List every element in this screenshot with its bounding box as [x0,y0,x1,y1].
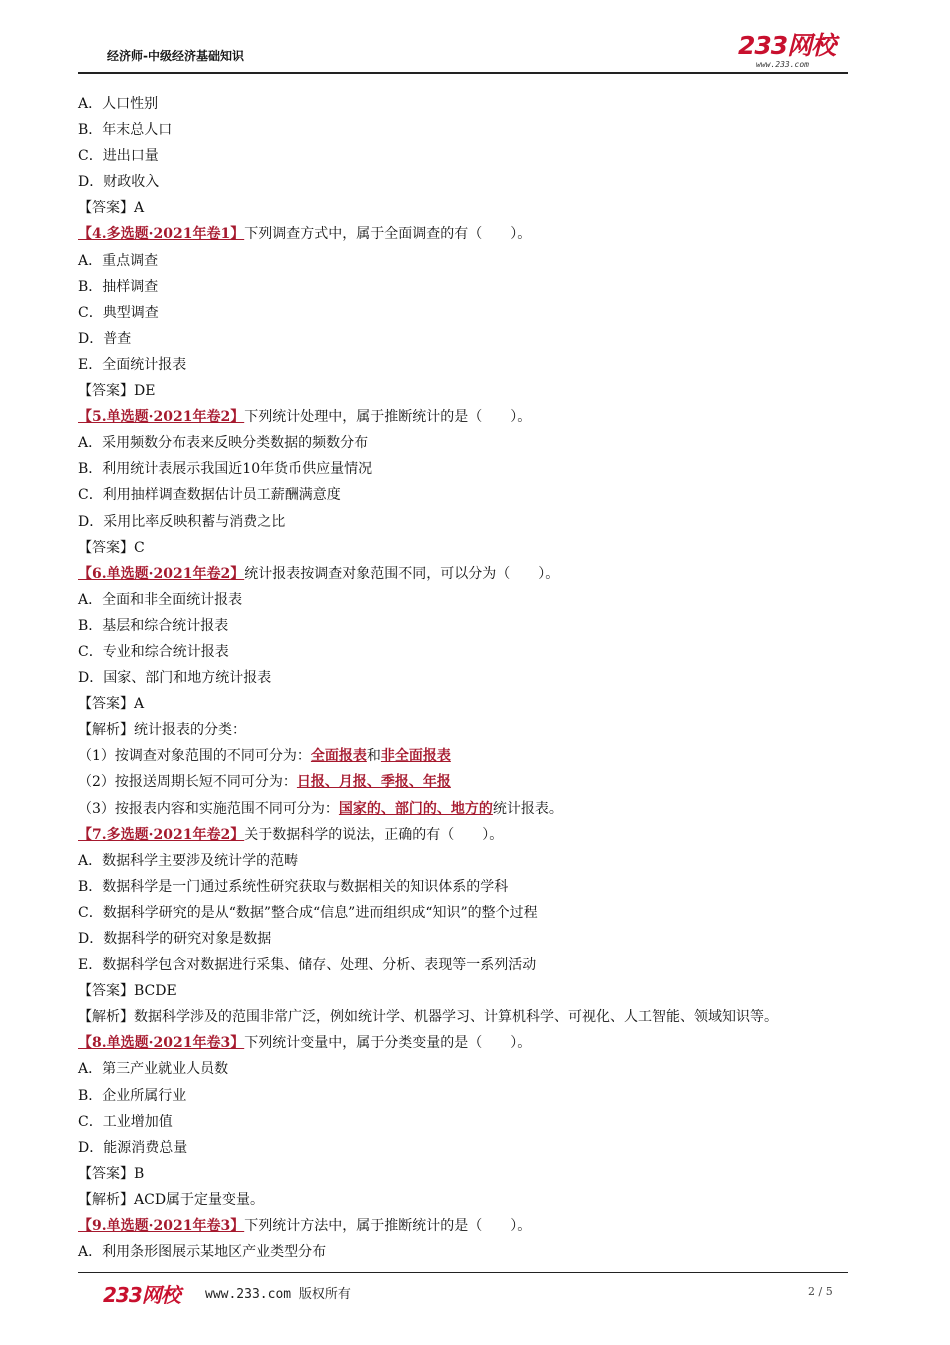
line-text: 下列调查方式中，属于全面调查的有（ ）。 [244,226,532,243]
text-line [78,221,868,247]
text-line [78,561,868,587]
line-text: B．数据科学是一门通过系统性研究获取与数据相关的知识体系的学科 [78,878,509,895]
line-text: 统计报表按调查对象范围不同，可以分为（ ）。 [244,565,560,582]
text-line [78,404,868,430]
question-label: 【9.单选题·2021年卷3】 [78,1218,245,1235]
text-line [78,874,868,900]
document-body [78,91,868,1265]
line-text: A．采用频数分布表来反映分类数据的频数分布 [78,435,369,452]
question-label: 【6.单选题·2021年卷2】 [78,565,245,582]
text-line [78,482,868,508]
text-line [78,587,868,613]
text-line [78,1109,868,1135]
line-text: 【解析】统计报表的分类： [78,722,246,739]
text-line [78,769,868,795]
document-title: 经济师-中级经济基础知识 [107,49,244,63]
line-text: D．采用比率反映积蓄与消费之比 [78,513,286,530]
line-text: 【答案】C [78,539,145,556]
line-text: C．进出口量 [78,148,159,165]
text-line [78,91,868,117]
line-text: 【答案】A [78,200,145,217]
line-text: A．人口性别 [78,96,159,112]
highlight-text: 全面报表 [310,748,367,765]
page-number: 2 / 5 [808,1285,833,1298]
text-line [78,1239,868,1265]
line-text: D．数据科学的研究对象是数据 [78,931,272,947]
line-text: A．全面和非全面统计报表 [78,591,243,608]
line-text: （2）按报送周期长短不同可分为： [78,774,297,791]
line-text: C．典型调查 [78,304,159,321]
logo-url: www.233.com [756,60,809,69]
text-line [78,195,868,221]
line-text: B．企业所属行业 [78,1087,187,1104]
question-label: 【8.单选题·2021年卷3】 [78,1035,245,1052]
text-line [78,613,868,639]
line-text: 【答案】A [78,696,145,713]
line-text: B．基层和综合统计报表 [78,617,229,634]
question-label: 【7.多选题·2021年卷2】 [78,826,245,843]
text-line [78,1213,868,1239]
line-text: （3）按报表内容和实施范围不同可分为： [78,800,339,817]
line-text: A．数据科学主要涉及统计学的范畴 [78,852,299,869]
text-line [78,326,868,352]
line-text: A．利用条形图展示某地区产业类型分布 [78,1244,327,1261]
line-text: 下列统计方法中，属于推断统计的是（ ）。 [244,1218,532,1235]
line-text: A．第三产业就业人员数 [78,1061,229,1078]
text-line [78,639,868,665]
line-text: B．年末总人口 [78,122,173,139]
header-divider [78,72,848,74]
text-line [78,717,868,743]
line-text: 和 [366,748,381,765]
text-line [78,848,868,874]
text-line [78,248,868,274]
text-line [78,796,868,822]
line-text: D．普查 [78,330,132,347]
text-line [78,352,868,378]
text-line [78,743,868,769]
highlight-text: 日报、月报、季报、年报 [296,774,451,791]
line-text: 【解析】数据科学涉及的范围非常广泛，例如统计学、机器学习、计算机科学、可视化、人工智能、领域知识等。 [78,1009,778,1026]
text-line [78,143,868,169]
text-line [78,1161,868,1187]
line-text: C．数据科学研究的是从“数据”整合成“信息”进而组织成“知识”的整个过程 [78,904,538,921]
text-line [78,1030,868,1056]
footer-logo: 233网校 [103,1283,180,1307]
line-text: 【答案】BCDE [78,983,177,1000]
question-label: 【4.多选题·2021年卷1】 [78,226,245,243]
text-line [78,1083,868,1109]
line-text: B．抽样调查 [78,278,159,295]
line-text: 统计报表。 [492,800,563,817]
line-text: 关于数据科学的说法，正确的有（ ）。 [244,826,504,843]
line-text: D．能源消费总量 [78,1139,188,1156]
text-line [78,456,868,482]
line-text: 【解析】ACD属于定量变量。 [78,1191,265,1208]
line-text: D．财政收入 [78,174,160,191]
text-line [78,1056,868,1082]
line-text: E．数据科学包含对数据进行采集、储存、处理、分析、表现等一系列活动 [78,957,537,974]
line-text: E．全面统计报表 [78,356,187,373]
line-text: （1）按调查对象范围的不同可分为： [78,748,311,765]
text-line [78,978,868,1004]
line-text: 【答案】DE [78,383,156,400]
text-line [78,1187,868,1213]
text-line [78,691,868,717]
text-line [78,900,868,926]
line-text: 【答案】B [78,1165,145,1182]
text-line [78,822,868,848]
highlight-text: 非全面报表 [380,748,451,765]
text-line [78,1004,868,1030]
line-text: C．工业增加值 [78,1113,173,1130]
footer-divider [78,1272,848,1273]
line-text: 下列统计变量中，属于分类变量的是（ ）。 [244,1035,532,1052]
text-line [78,665,868,691]
text-line [78,430,868,456]
line-text: C．专业和综合统计报表 [78,643,229,660]
text-line [78,274,868,300]
text-line [78,535,868,561]
text-line [78,952,868,978]
question-label: 【5.单选题·2021年卷2】 [78,409,245,426]
copyright-text: www.233.com 版权所有 [205,1287,351,1302]
logo-text: 233网校 [738,31,836,60]
line-text: A．重点调查 [78,252,159,269]
text-line [78,117,868,143]
line-text: D．国家、部门和地方统计报表 [78,670,272,687]
highlight-text: 国家的、部门的、地方的 [338,800,493,817]
text-line [78,926,868,952]
line-text: B．利用统计表展示我国近10年货币供应量情况 [78,461,373,478]
text-line [78,509,868,535]
text-line [78,300,868,326]
brand-logo [738,32,848,74]
text-line [78,1135,868,1161]
text-line [78,169,868,195]
line-text: C．利用抽样调查数据估计员工薪酬满意度 [78,487,341,504]
text-line [78,378,868,404]
line-text: 下列统计处理中，属于推断统计的是（ ）。 [244,409,532,426]
